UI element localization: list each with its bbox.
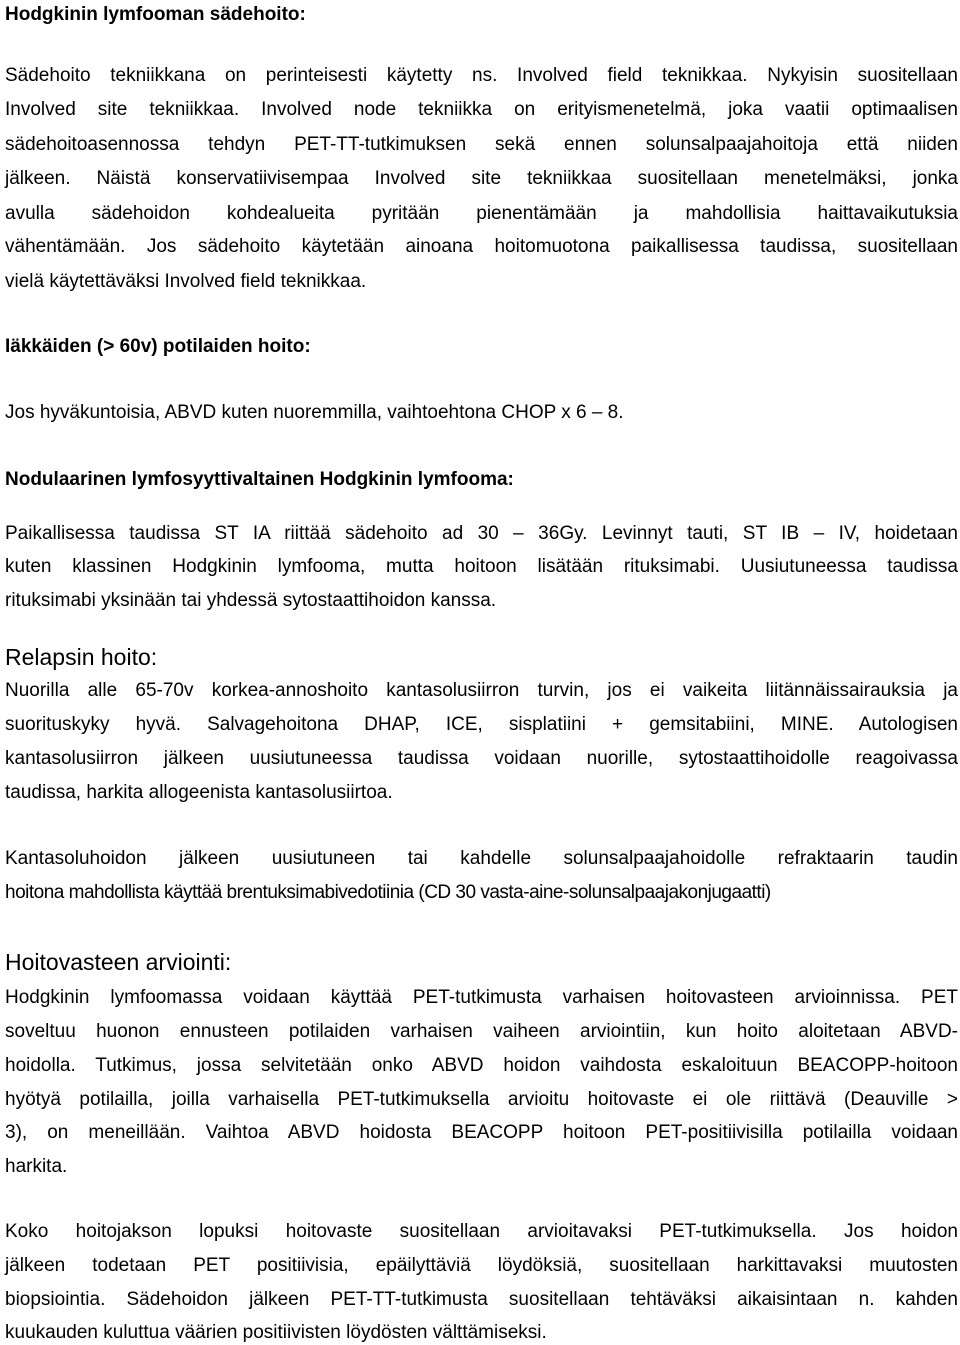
section-heading-nodulaarinen: Nodulaarinen lymfosyyttivaltainen Hodgkinin lymfooma: (5, 469, 514, 490)
paragraph-line: Paikallisessa taudissa ST IA riittää sädehoito ad 30 – 36Gy. Levinnyt tauti, ST IB – IV, hoidetaan (5, 523, 958, 544)
section-heading-hoitovaste: Hoitovasteen arviointi: (5, 949, 232, 975)
paragraph-line: jälkeen todetaan PET positiivisia, epäilyttäviä löydöksiä, suositellaan harkittavaksi muutosten (5, 1255, 958, 1276)
paragraph-line: kuukauden kuluttua väärien positiivisten löydösten välttämiseksi. (5, 1322, 547, 1343)
paragraph-line: 3), on meneillään. Vaihtoa ABVD hoidosta BEACOPP hoitoon PET-positiivisilla potilailla voidaan (5, 1122, 958, 1143)
paragraph-line: kantasolusiirron jälkeen uusiutuneessa taudissa voidaan nuorille, sytostaattihoidolle reagoivassa (5, 748, 958, 769)
paragraph-line: kuten klassinen Hodgkinin lymfooma, mutta hoitoon lisätään rituksimabi. Uusiutuneessa taudissa (5, 556, 958, 577)
paragraph-line: jälkeen. Näistä konservatiivisempaa Involved site tekniikkaa suositellaan menetelmäksi, jonka (5, 168, 958, 189)
paragraph-line: vähentämään. Jos sädehoito käytetään ainoana hoitomuotona paikallisessa taudissa, suositellaan (5, 236, 958, 257)
section-heading-iakkaat: Iäkkäiden (> 60v) potilaiden hoito: (5, 336, 311, 357)
paragraph-line: soveltuu huonon ennusteen potilaiden varhaisen vaiheen arviointiin, kun hoito aloitetaan ABVD- (5, 1021, 958, 1042)
paragraph-line: avulla sädehoidon kohdealueita pyritään pienentämään ja mahdollisia haittavaikutuksia (5, 203, 958, 224)
paragraph-line: harkita. (5, 1156, 68, 1177)
paragraph-line: Jos hyväkuntoisia, ABVD kuten nuoremmilla, vaihtoehtona CHOP x 6 – 8. (5, 402, 624, 423)
paragraph-line: hyötyä potilailla, joilla varhaisella PET-tutkimuksella arvioitu hoitovaste ei ole riittävä (Deauville > (5, 1089, 958, 1110)
paragraph-line: Kantasoluhoidon jälkeen uusiutuneen tai kahdelle solunsalpaajahoidolle refraktaarin taudin (5, 848, 958, 869)
paragraph-line: sädehoitoasennossa tehdyn PET-TT-tutkimuksen sekä ennen solunsalpaajahoitoja että niiden (5, 134, 958, 155)
paragraph-line: Koko hoitojakson lopuksi hoitovaste suositellaan arvioitavaksi PET-tutkimuksella. Jos hoidon (5, 1221, 958, 1242)
paragraph-line: Sädehoito tekniikkana on perinteisesti käytetty ns. Involved field teknikkaa. Nykyisin suositellaan (5, 65, 958, 86)
paragraph-line: suorituskyky hyvä. Salvagehoitona DHAP, ICE, sisplatiini + gemsitabiini, MINE. Autologisen (5, 714, 958, 735)
paragraph-line: Hodgkinin lymfoomassa voidaan käyttää PET-tutkimusta varhaisen hoitovasteen arvioinnissa. PET (5, 987, 958, 1008)
paragraph-line: Nuorilla alle 65-70v korkea-annoshoito kantasolusiirron turvin, jos ei vaikeita liitännäissairauksia ja (5, 680, 958, 701)
paragraph-line: biopsiointia. Sädehoidon jälkeen PET-TT-tutkimusta suositellaan tehtäväksi aikaisintaan n. kahden (5, 1289, 958, 1310)
section-heading-relapsi: Relapsin hoito: (5, 644, 158, 670)
paragraph-line: vielä käytettäväksi Involved field teknikkaa. (5, 271, 367, 292)
paragraph-line: rituksimabi yksinään tai yhdessä sytostaattihoidon kanssa. (5, 590, 497, 611)
paragraph-line: Involved site tekniikkaa. Involved node tekniikka on erityismenetelmä, joka vaatii optimaalisen (5, 99, 958, 120)
paragraph-line: hoidolla. Tutkimus, jossa selvitetään onko ABVD hoidon vaihdosta eskaloituun BEACOPP-hoitoon (5, 1055, 958, 1076)
section-heading-sadehoito: Hodgkinin lymfooman sädehoito: (5, 4, 306, 25)
paragraph-line: hoitona mahdollista käyttää brentuksimabivedotiinia (CD 30 vasta-aine-solunsalpaajakonjugaatti) (5, 882, 771, 903)
paragraph-line: taudissa, harkita allogeenista kantasolusiirtoa. (5, 782, 393, 803)
